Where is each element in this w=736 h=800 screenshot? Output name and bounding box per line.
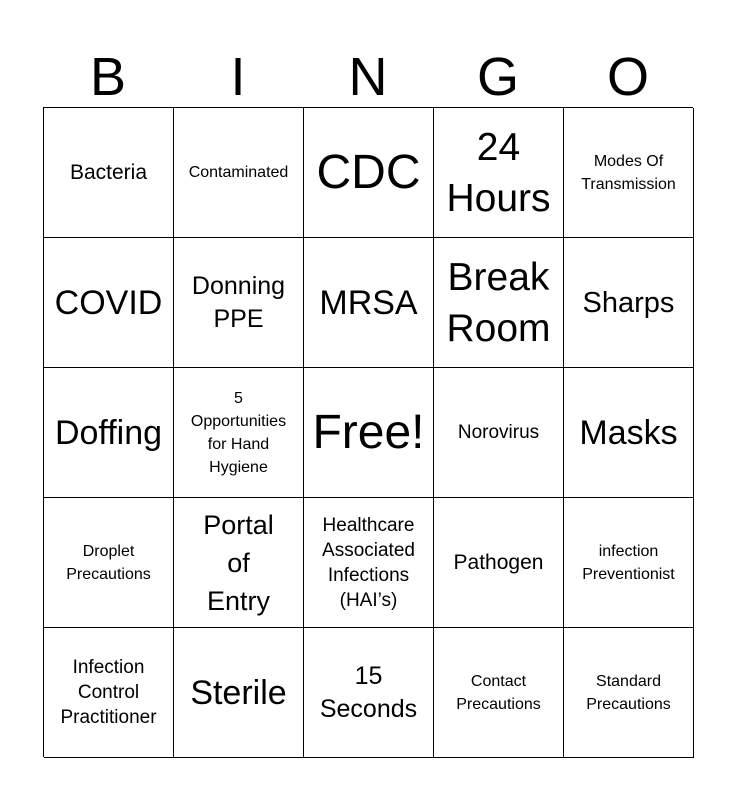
bingo-cell[interactable] bbox=[304, 238, 434, 368]
bingo-cell[interactable] bbox=[564, 498, 694, 628]
header-letter-b: B bbox=[89, 47, 127, 107]
bingo-cell[interactable] bbox=[304, 108, 434, 238]
header-letter-g: G bbox=[476, 47, 519, 107]
cell-text: Healthcare Associated Infections (HAI’s) bbox=[322, 514, 415, 611]
bingo-cell[interactable] bbox=[564, 368, 694, 498]
bingo-cell[interactable] bbox=[174, 108, 304, 238]
bingo-cell[interactable] bbox=[564, 238, 694, 368]
cell-text: Donning PPE bbox=[191, 271, 286, 333]
cell-text: Droplet Precautions bbox=[66, 542, 151, 583]
header-letter-n: N bbox=[348, 47, 388, 107]
cell-text: Masks bbox=[579, 413, 678, 452]
cell-text: Bacteria bbox=[69, 161, 148, 184]
header-letter-i: I bbox=[230, 47, 246, 107]
cell-text: CDC bbox=[316, 145, 421, 199]
cell-text: Contaminated bbox=[188, 164, 289, 181]
header-letter-o: O bbox=[606, 47, 649, 107]
bingo-cell[interactable] bbox=[44, 108, 174, 238]
bingo-cell[interactable] bbox=[44, 238, 174, 368]
cell-text: Standard Precautions bbox=[586, 672, 671, 713]
bingo-cell[interactable] bbox=[174, 628, 304, 758]
cell-text: infection Preventionist bbox=[582, 542, 675, 583]
cell-text: Free! bbox=[312, 405, 425, 459]
cell-text: 5 Opportunities for Hand Hygiene bbox=[190, 389, 287, 476]
bingo-cell[interactable] bbox=[434, 628, 564, 758]
bingo-cell[interactable] bbox=[564, 108, 694, 238]
bingo-cell[interactable] bbox=[174, 498, 304, 628]
bingo-cell[interactable] bbox=[304, 498, 434, 628]
bingo-cell[interactable] bbox=[44, 368, 174, 498]
cell-text: Portal of Entry bbox=[203, 509, 274, 616]
bingo-cell[interactable] bbox=[304, 628, 434, 758]
cell-text: 24 Hours bbox=[446, 125, 551, 220]
bingo-cell[interactable] bbox=[44, 628, 174, 758]
free-space[interactable] bbox=[304, 368, 434, 498]
cell-text: Pathogen bbox=[453, 551, 544, 574]
cell-text: 15 Seconds bbox=[319, 661, 418, 723]
cell-text: Doffing bbox=[54, 413, 163, 452]
bingo-cell[interactable] bbox=[174, 368, 304, 498]
bingo-header bbox=[43, 46, 693, 108]
bingo-cell[interactable] bbox=[44, 498, 174, 628]
bingo-card bbox=[43, 107, 693, 757]
cell-text: COVID bbox=[54, 283, 163, 322]
cell-text: Modes Of Transmission bbox=[581, 152, 676, 193]
cell-text: Sharps bbox=[582, 286, 675, 319]
cell-text: Sterile bbox=[190, 673, 287, 712]
bingo-cell[interactable] bbox=[434, 368, 564, 498]
bingo-cell[interactable] bbox=[434, 238, 564, 368]
cell-text: Infection Control Practitioner bbox=[60, 657, 157, 728]
bingo-cell[interactable] bbox=[174, 238, 304, 368]
bingo-cell[interactable] bbox=[434, 498, 564, 628]
cell-text: MRSA bbox=[319, 283, 418, 322]
cell-text: Norovirus bbox=[457, 422, 540, 443]
cell-text: Contact Precautions bbox=[456, 672, 541, 713]
bingo-cell[interactable] bbox=[434, 108, 564, 238]
cell-text: Break Room bbox=[446, 255, 551, 350]
bingo-cell[interactable] bbox=[564, 628, 694, 758]
